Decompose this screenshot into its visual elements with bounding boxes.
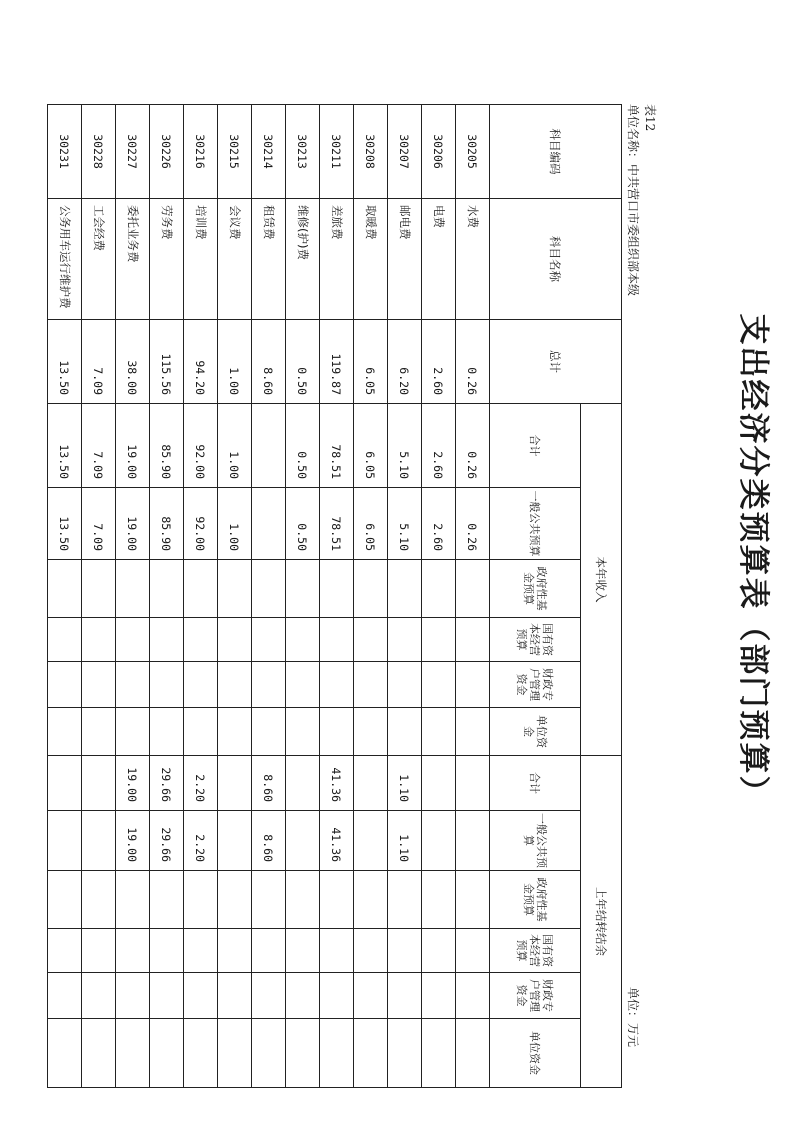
cell-carryover: 8.60	[252, 756, 286, 811]
cell-total: 7.09	[82, 320, 116, 404]
cell-carryover	[388, 1019, 422, 1088]
cell-carryover: 1.10	[388, 811, 422, 871]
cell-carryover	[48, 929, 82, 973]
cell-current: 85.90	[150, 404, 184, 488]
unit-label: 单位：万元	[626, 986, 640, 1047]
cell-current	[48, 708, 82, 756]
cell-current	[218, 708, 252, 756]
cell-code: 30214	[252, 105, 286, 199]
cell-current: 78.51	[320, 404, 354, 488]
cell-current	[184, 618, 218, 662]
cell-code: 30226	[150, 105, 184, 199]
cell-carryover	[82, 1019, 116, 1088]
cell-carryover	[48, 811, 82, 871]
cell-current	[252, 404, 286, 488]
cell-code: 30213	[286, 105, 320, 199]
cell-carryover	[150, 973, 184, 1019]
cell-current: 2.60	[422, 404, 456, 488]
cell-current	[48, 560, 82, 618]
cell-name: 培训费	[184, 199, 218, 320]
cell-code: 30227	[116, 105, 150, 199]
cell-carryover: 1.10	[388, 756, 422, 811]
cell-current	[422, 662, 456, 708]
cell-carryover	[150, 929, 184, 973]
table-number: 表12	[643, 104, 657, 132]
cell-carryover	[82, 871, 116, 929]
cell-total: 6.20	[388, 320, 422, 404]
cell-current: 1.00	[218, 404, 252, 488]
cell-name: 电费	[422, 199, 456, 320]
cell-carryover	[320, 1019, 354, 1088]
cell-total: 2.60	[422, 320, 456, 404]
cell-current	[252, 662, 286, 708]
cell-current	[354, 560, 388, 618]
cell-carryover	[354, 811, 388, 871]
cell-current	[82, 708, 116, 756]
cell-carryover	[252, 973, 286, 1019]
cell-name: 邮电费	[388, 199, 422, 320]
cell-current	[388, 560, 422, 618]
cell-current: 78.51	[320, 488, 354, 560]
table-row	[388, 105, 422, 1088]
cell-total: 119.87	[320, 320, 354, 404]
cell-name: 公务用车运行维护费	[48, 199, 82, 320]
cell-carryover	[456, 929, 490, 973]
cell-current: 92.00	[184, 488, 218, 560]
cell-current	[286, 618, 320, 662]
cell-total: 0.26	[456, 320, 490, 404]
cell-carryover	[456, 811, 490, 871]
cell-code: 30205	[456, 105, 490, 199]
cell-carryover	[286, 756, 320, 811]
cell-code: 30206	[422, 105, 456, 199]
cell-carryover: 8.60	[252, 811, 286, 871]
cell-code: 30215	[218, 105, 252, 199]
cell-current	[456, 708, 490, 756]
cell-current: 5.10	[388, 488, 422, 560]
cell-current: 7.09	[82, 404, 116, 488]
cell-name: 委托业务费	[116, 199, 150, 320]
cell-carryover	[354, 871, 388, 929]
unit-name: 单位名称：中共营口市委组织部本级	[626, 104, 640, 297]
cell-carryover	[320, 973, 354, 1019]
header-carry-sub: 一般公共预算	[490, 811, 581, 871]
cell-current: 19.00	[116, 404, 150, 488]
header-carry-sub: 政府性基金预算	[490, 871, 581, 929]
cell-total: 1.00	[218, 320, 252, 404]
cell-carryover	[422, 973, 456, 1019]
cell-total: 115.56	[150, 320, 184, 404]
cell-name: 维修(护)费	[286, 199, 320, 320]
cell-current	[82, 560, 116, 618]
cell-carryover	[116, 871, 150, 929]
cell-current	[456, 618, 490, 662]
cell-current	[388, 618, 422, 662]
cell-carryover	[354, 973, 388, 1019]
cell-carryover	[354, 929, 388, 973]
cell-current	[388, 708, 422, 756]
cell-carryover	[82, 756, 116, 811]
cell-current	[422, 708, 456, 756]
cell-carryover	[184, 871, 218, 929]
cell-carryover	[354, 756, 388, 811]
cell-carryover: 2.20	[184, 811, 218, 871]
header-carry-sub: 国有资本经营预算	[490, 929, 581, 973]
table-row	[82, 105, 116, 1088]
cell-total: 8.60	[252, 320, 286, 404]
header-carry-sub: 单位资金	[490, 1019, 581, 1088]
cell-carryover	[184, 1019, 218, 1088]
cell-carryover	[252, 1019, 286, 1088]
cell-carryover	[456, 973, 490, 1019]
cell-carryover	[48, 756, 82, 811]
cell-total: 0.50	[286, 320, 320, 404]
cell-current: 85.90	[150, 488, 184, 560]
cell-current	[218, 618, 252, 662]
cell-current: 6.05	[354, 488, 388, 560]
cell-current	[354, 708, 388, 756]
cell-current	[456, 662, 490, 708]
cell-current: 0.50	[286, 488, 320, 560]
cell-carryover	[218, 929, 252, 973]
cell-carryover	[422, 929, 456, 973]
cell-carryover: 29.66	[150, 811, 184, 871]
table-row	[456, 105, 490, 1088]
header-cur-sub: 单位资金	[490, 708, 581, 756]
cell-carryover	[150, 1019, 184, 1088]
cell-carryover	[422, 1019, 456, 1088]
cell-carryover	[456, 756, 490, 811]
cell-current	[252, 488, 286, 560]
header-cur-sub: 国有资本经营预算	[490, 618, 581, 662]
header-cur-sub: 政府性基金预算	[490, 560, 581, 618]
header-name: 科目名称	[490, 199, 622, 320]
cell-total: 6.05	[354, 320, 388, 404]
cell-carryover: 19.00	[116, 756, 150, 811]
cell-carryover	[286, 811, 320, 871]
cell-total: 13.50	[48, 320, 82, 404]
cell-carryover	[218, 973, 252, 1019]
cell-current	[388, 662, 422, 708]
header-cur-sub: 一般公共预算	[490, 488, 581, 560]
cell-current	[116, 662, 150, 708]
cell-carryover	[286, 973, 320, 1019]
cell-current: 6.05	[354, 404, 388, 488]
cell-carryover	[184, 929, 218, 973]
cell-current: 19.00	[116, 488, 150, 560]
cell-carryover	[48, 973, 82, 1019]
cell-carryover	[422, 871, 456, 929]
cell-current	[320, 662, 354, 708]
cell-current	[320, 618, 354, 662]
cell-carryover	[422, 811, 456, 871]
cell-carryover: 29.66	[150, 756, 184, 811]
cell-current	[184, 662, 218, 708]
cell-carryover	[456, 1019, 490, 1088]
cell-name: 劳务费	[150, 199, 184, 320]
cell-current	[48, 662, 82, 708]
cell-current	[286, 560, 320, 618]
cell-code: 30231	[48, 105, 82, 199]
cell-code: 30228	[82, 105, 116, 199]
header-cur-sub: 合计	[490, 404, 581, 488]
cell-current	[252, 708, 286, 756]
cell-current	[150, 618, 184, 662]
cell-carryover: 2.20	[184, 756, 218, 811]
cell-current	[320, 560, 354, 618]
cell-current	[150, 708, 184, 756]
table-row	[354, 105, 388, 1088]
cell-carryover	[456, 871, 490, 929]
cell-carryover	[218, 1019, 252, 1088]
cell-carryover	[252, 929, 286, 973]
table-row	[184, 105, 218, 1088]
cell-total: 38.00	[116, 320, 150, 404]
header-carryover: 上年结转结余	[581, 756, 622, 1088]
cell-carryover	[388, 929, 422, 973]
cell-carryover	[252, 871, 286, 929]
cell-current	[252, 618, 286, 662]
cell-current	[116, 618, 150, 662]
cell-current	[218, 560, 252, 618]
cell-carryover	[422, 756, 456, 811]
cell-carryover	[150, 871, 184, 929]
cell-current	[354, 618, 388, 662]
cell-current	[150, 560, 184, 618]
cell-carryover	[116, 929, 150, 973]
table-row	[218, 105, 252, 1088]
cell-carryover	[286, 871, 320, 929]
cell-name: 水费	[456, 199, 490, 320]
header-total: 总计	[490, 320, 622, 404]
cell-carryover	[320, 871, 354, 929]
cell-code: 30208	[354, 105, 388, 199]
cell-carryover	[48, 1019, 82, 1088]
cell-current: 5.10	[388, 404, 422, 488]
cell-carryover	[48, 871, 82, 929]
cell-carryover: 19.00	[116, 811, 150, 871]
cell-carryover	[82, 929, 116, 973]
cell-carryover	[82, 973, 116, 1019]
cell-carryover	[218, 756, 252, 811]
cell-current	[422, 618, 456, 662]
cell-carryover	[388, 973, 422, 1019]
cell-current	[82, 618, 116, 662]
cell-current: 7.09	[82, 488, 116, 560]
cell-code: 30216	[184, 105, 218, 199]
table-row	[48, 105, 82, 1088]
cell-current: 13.50	[48, 404, 82, 488]
cell-carryover	[82, 811, 116, 871]
cell-total: 94.20	[184, 320, 218, 404]
cell-current: 0.26	[456, 488, 490, 560]
cell-name: 差旅费	[320, 199, 354, 320]
header-carry-sub: 合计	[490, 756, 581, 811]
table-row	[320, 105, 354, 1088]
cell-name: 会议费	[218, 199, 252, 320]
cell-code: 30211	[320, 105, 354, 199]
cell-carryover	[218, 811, 252, 871]
cell-current	[116, 708, 150, 756]
page-title: 支出经济分类预算表（部门预算）	[735, 313, 771, 809]
budget-table	[47, 104, 622, 1088]
cell-carryover	[286, 1019, 320, 1088]
cell-name: 租赁费	[252, 199, 286, 320]
cell-current	[82, 662, 116, 708]
cell-current: 1.00	[218, 488, 252, 560]
header-current-income: 本年收入	[581, 404, 622, 756]
cell-carryover	[354, 1019, 388, 1088]
cell-current	[48, 618, 82, 662]
cell-current	[286, 662, 320, 708]
cell-current: 2.60	[422, 488, 456, 560]
cell-carryover	[184, 973, 218, 1019]
cell-carryover	[218, 871, 252, 929]
cell-carryover: 41.36	[320, 756, 354, 811]
cell-name: 取暖费	[354, 199, 388, 320]
cell-current	[150, 662, 184, 708]
cell-current: 0.26	[456, 404, 490, 488]
cell-current: 0.50	[286, 404, 320, 488]
table-row	[286, 105, 320, 1088]
table-row	[422, 105, 456, 1088]
cell-carryover: 41.36	[320, 811, 354, 871]
cell-current: 92.00	[184, 404, 218, 488]
header-code: 科目编码	[490, 105, 622, 199]
cell-current	[218, 662, 252, 708]
cell-name: 工会经费	[82, 199, 116, 320]
cell-carryover	[388, 871, 422, 929]
cell-current	[286, 708, 320, 756]
cell-current	[320, 708, 354, 756]
cell-carryover	[116, 973, 150, 1019]
cell-carryover	[320, 929, 354, 973]
table-row	[116, 105, 150, 1088]
cell-current	[456, 560, 490, 618]
table-row	[150, 105, 184, 1088]
cell-carryover	[116, 1019, 150, 1088]
cell-current	[116, 560, 150, 618]
table-row	[252, 105, 286, 1088]
header-cur-sub: 财政专户管理资金	[490, 662, 581, 708]
cell-current	[252, 560, 286, 618]
cell-code: 30207	[388, 105, 422, 199]
cell-current	[184, 708, 218, 756]
cell-current	[422, 560, 456, 618]
header-row-1	[581, 105, 622, 1088]
cell-current	[184, 560, 218, 618]
cell-current: 13.50	[48, 488, 82, 560]
cell-current	[354, 662, 388, 708]
header-carry-sub: 财政专户管理资金	[490, 973, 581, 1019]
cell-carryover	[286, 929, 320, 973]
